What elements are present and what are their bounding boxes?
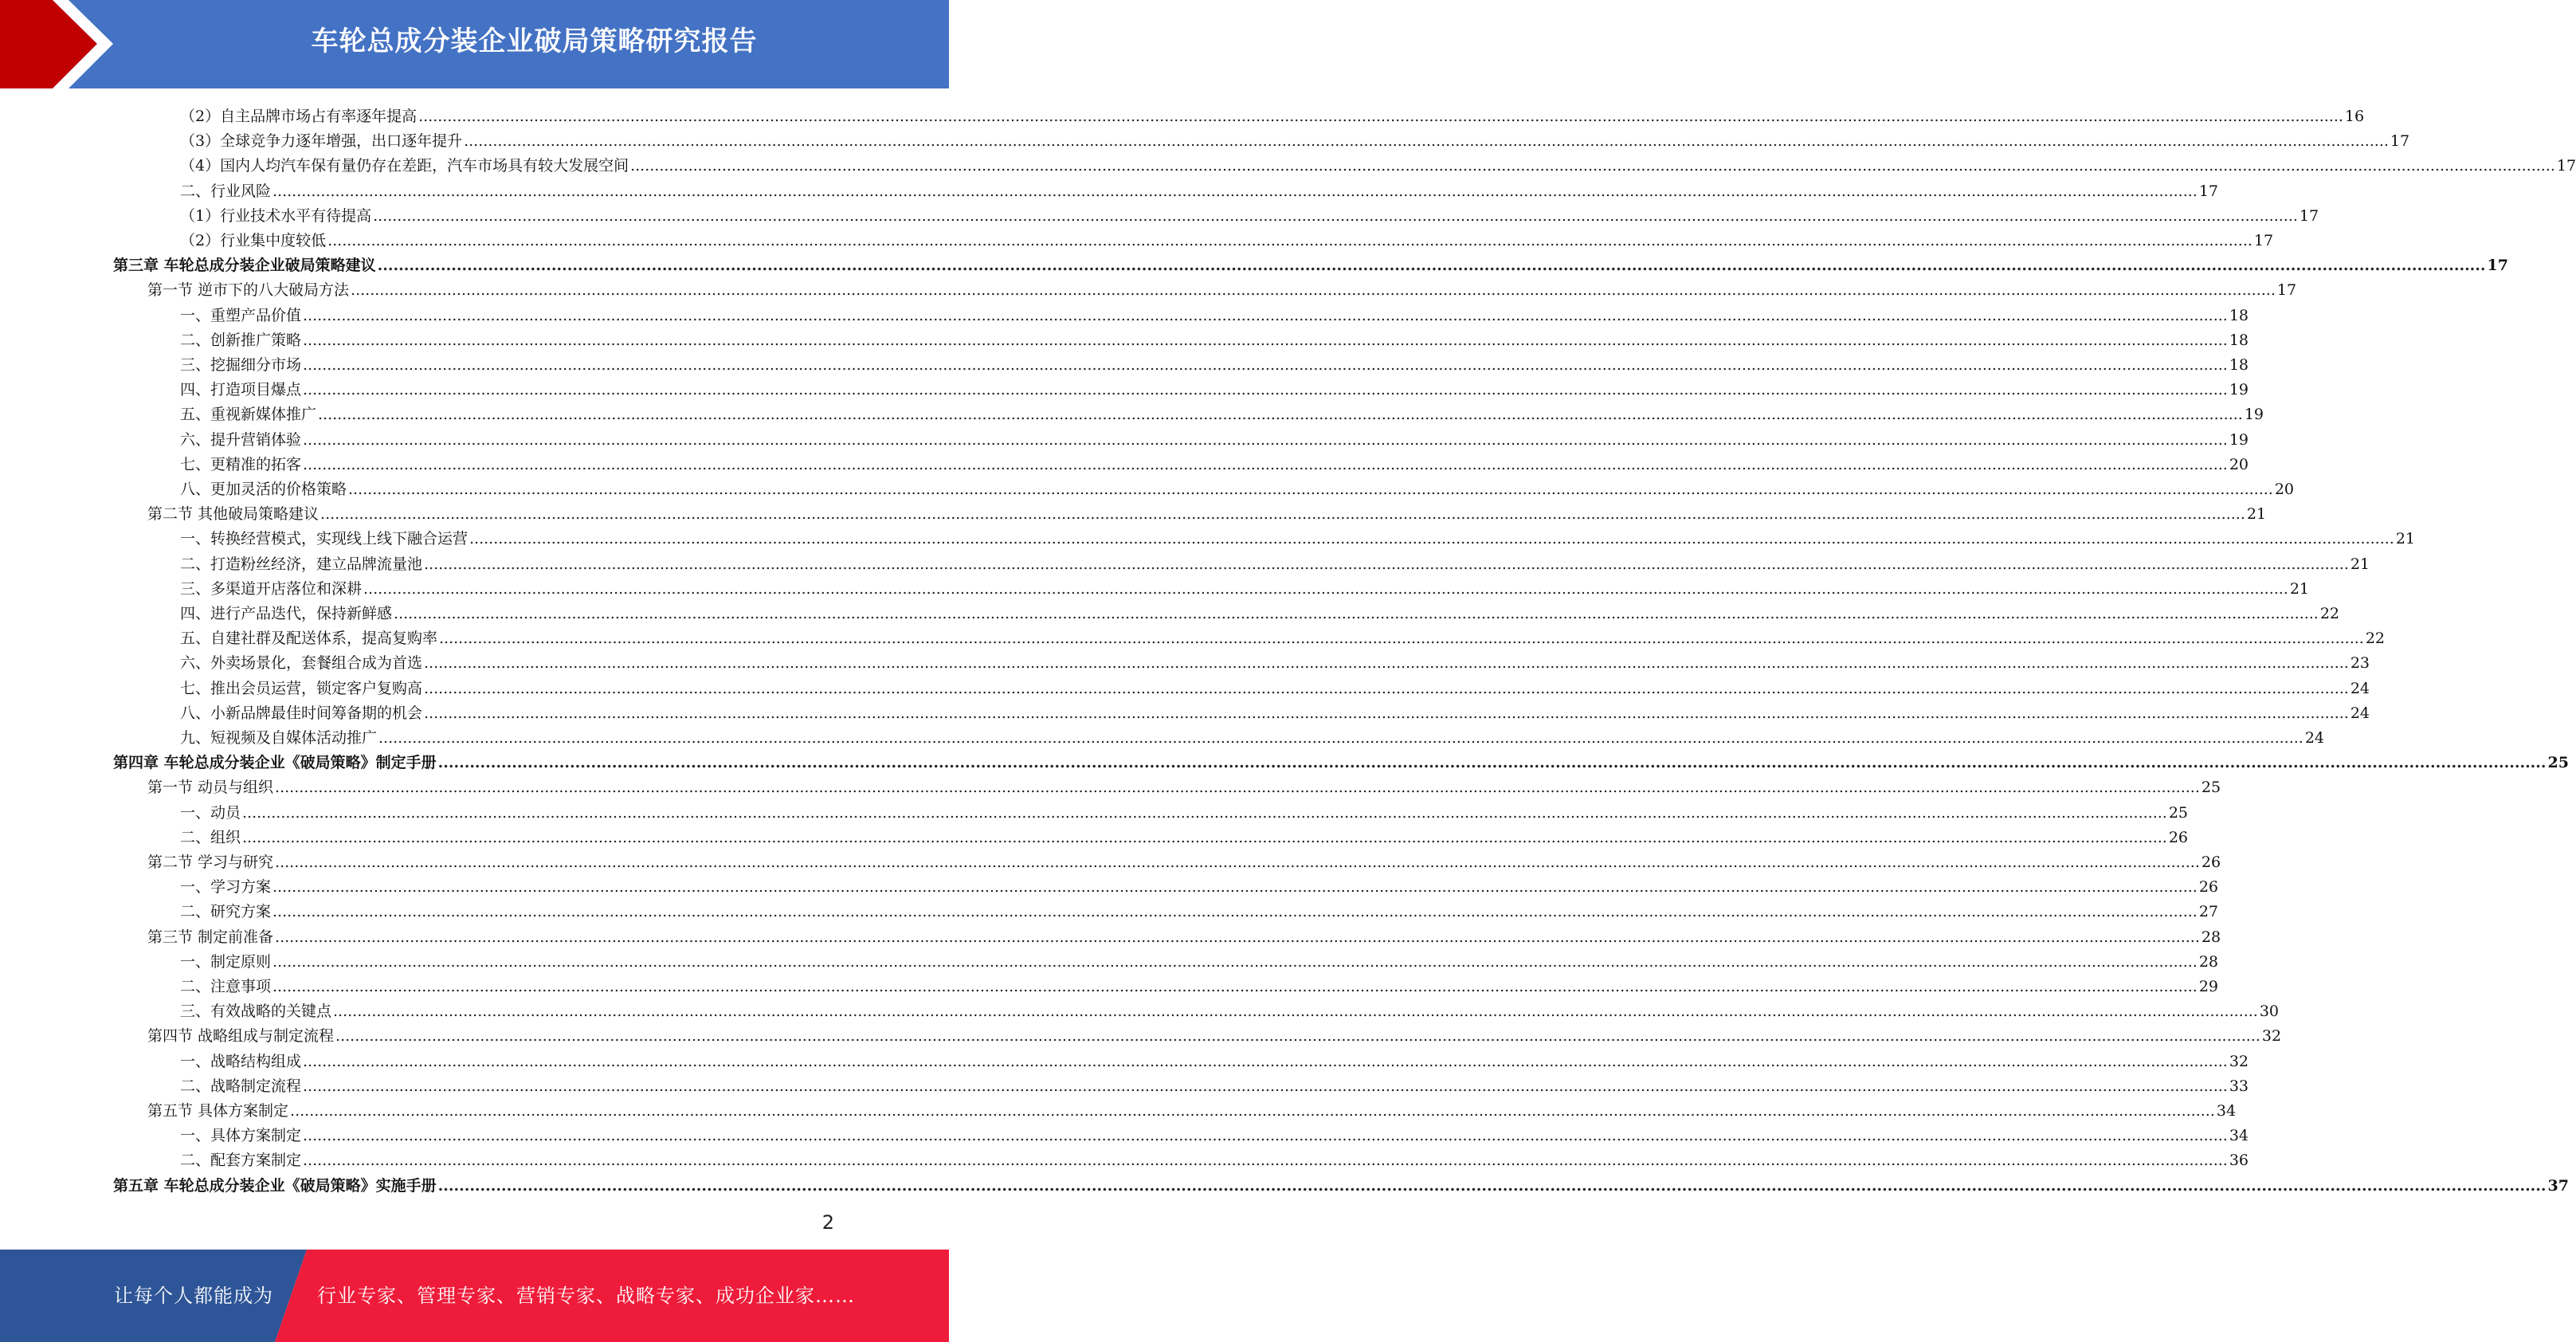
toc-entry-title: 六、提升营销体验 xyxy=(180,430,302,449)
toc-dot-leader: ................................................................................................................................................................................................................................................................................................................................................................................................................ xyxy=(377,257,2486,275)
toc-dot-leader: ................................................................................................................................................................................................................................................................................................................................................................................................................ xyxy=(272,952,2198,971)
toc-entry-page: 32 xyxy=(2261,1027,2282,1046)
toc-entry-page: 18 xyxy=(2229,331,2249,349)
toc-entry-page: 17 xyxy=(2390,132,2410,151)
toc-entry[interactable] xyxy=(147,275,2297,300)
toc-entry-title: 六、外卖场景化，套餐组合成为首选 xyxy=(180,654,423,673)
toc-dot-leader: ................................................................................................................................................................................................................................................................................................................................................................................................................ xyxy=(373,206,2298,225)
toc-dot-leader: ................................................................................................................................................................................................................................................................................................................................................................................................................ xyxy=(424,654,2349,673)
toc-dot-leader: ................................................................................................................................................................................................................................................................................................................................................................................................................ xyxy=(424,679,2349,697)
toc-dot-leader: ................................................................................................................................................................................................................................................................................................................................................................................................................ xyxy=(275,853,2200,871)
toc-entry[interactable] xyxy=(180,399,2264,424)
toc-entry-page: 29 xyxy=(2198,978,2219,995)
page-number: 2 xyxy=(821,1211,834,1234)
toc-entry[interactable] xyxy=(147,922,2221,947)
toc-entry-page: 21 xyxy=(2350,555,2370,573)
toc-entry-title: 二、打造粉丝经济，建立品牌流量池 xyxy=(180,555,423,573)
toc-entry[interactable] xyxy=(180,947,2219,971)
toc-entry-page: 17 xyxy=(2253,232,2274,249)
toc-dot-leader: ................................................................................................................................................................................................................................................................................................................................................................................................................ xyxy=(303,306,2228,324)
toc-entry[interactable] xyxy=(180,971,2219,996)
toc-entry-page: 18 xyxy=(2229,306,2249,324)
toc-dot-leader: ................................................................................................................................................................................................................................................................................................................................................................................................................ xyxy=(318,406,2243,424)
toc-dot-leader: ................................................................................................................................................................................................................................................................................................................................................................................................................ xyxy=(394,605,2319,622)
toc-entry-page: 33 xyxy=(2229,1077,2249,1095)
toc-entry-page: 37 xyxy=(2547,1176,2569,1195)
toc-entry-page: 27 xyxy=(2198,903,2219,921)
toc-entry-title: 八、小新品牌最佳时间筹备期的机会 xyxy=(180,704,423,722)
toc-dot-leader: ................................................................................................................................................................................................................................................................................................................................................................................................................ xyxy=(303,1152,2228,1170)
toc-dot-leader: ................................................................................................................................................................................................................................................................................................................................................................................................................ xyxy=(464,132,2389,151)
toc-entry[interactable] xyxy=(180,176,2219,201)
toc-dot-leader: ................................................................................................................................................................................................................................................................................................................................................................................................................ xyxy=(424,555,2349,573)
toc-entry-title: 四、打造项目爆点 xyxy=(180,381,302,399)
toc-entry-page: 17 xyxy=(2556,157,2576,175)
toc-entry-title: （4）国内人均汽车保有量仍存在差距，汽车市场具有较大发展空间 xyxy=(180,157,629,175)
toc-entry-page: 24 xyxy=(2350,704,2370,722)
toc-entry[interactable] xyxy=(180,648,2370,673)
toc-entry-page: 28 xyxy=(2201,928,2221,946)
toc-entry[interactable] xyxy=(180,375,2249,399)
toc-entry[interactable] xyxy=(180,226,2274,250)
toc-entry[interactable] xyxy=(180,872,2219,897)
toc-entry[interactable] xyxy=(147,1021,2282,1046)
toc-dot-leader: ................................................................................................................................................................................................................................................................................................................................................................................................................ xyxy=(437,754,2547,772)
toc-dot-leader: ................................................................................................................................................................................................................................................................................................................................................................................................................ xyxy=(290,1102,2215,1120)
toc-entry[interactable] xyxy=(180,1046,2249,1071)
toc-entry-title: 第五节 具体方案制定 xyxy=(147,1102,289,1120)
toc-entry-title: 一、具体方案制定 xyxy=(180,1127,302,1145)
toc-entry-title: 第一节 逆市下的八大破局方法 xyxy=(147,281,350,300)
toc-entry-title: 第二节 学习与研究 xyxy=(147,853,274,871)
toc-dot-leader: ................................................................................................................................................................................................................................................................................................................................................................................................................ xyxy=(275,779,2200,797)
toc-entry[interactable] xyxy=(113,748,2569,772)
toc-entry-title: 第三章 车轮总成分装企业破局策略建议 xyxy=(113,257,376,275)
toc-entry-page: 32 xyxy=(2229,1052,2249,1070)
toc-dot-leader: ................................................................................................................................................................................................................................................................................................................................................................................................................ xyxy=(303,1077,2228,1095)
toc-entry-page: 17 xyxy=(2487,257,2508,275)
toc-entry-title: 四、进行产品迭代，保持新鲜感 xyxy=(180,605,393,622)
toc-entry-page: 19 xyxy=(2229,381,2249,399)
toc-dot-leader: ................................................................................................................................................................................................................................................................................................................................................................................................................ xyxy=(424,704,2349,722)
toc-entry-page: 28 xyxy=(2198,952,2219,971)
toc-entry-page: 18 xyxy=(2229,356,2249,374)
toc-entry[interactable] xyxy=(180,524,2416,548)
toc-entry-page: 22 xyxy=(2319,605,2340,622)
page-header xyxy=(0,0,949,88)
toc-entry-page: 21 xyxy=(2395,530,2416,548)
toc-entry[interactable] xyxy=(147,772,2221,797)
toc-entry-page: 26 xyxy=(2198,878,2219,897)
toc-entry-title: 一、制定原则 xyxy=(180,952,272,971)
toc-entry[interactable] xyxy=(180,1071,2249,1096)
toc-entry-title: 二、组织 xyxy=(180,828,241,846)
toc-entry-title: 第二节 其他破局策略建议 xyxy=(147,505,320,524)
toc-entry-title: 第四章 车轮总成分装企业《破局策略》制定手册 xyxy=(113,754,437,772)
toc-dot-leader: ................................................................................................................................................................................................................................................................................................................................................................................................................ xyxy=(272,182,2198,200)
toc-entry-title: 一、重塑产品价值 xyxy=(180,306,302,324)
toc-entry-page: 25 xyxy=(2547,754,2569,772)
toc-entry[interactable] xyxy=(180,723,2325,748)
toc-entry[interactable] xyxy=(180,126,2410,151)
toc-entry[interactable] xyxy=(180,449,2249,474)
toc-entry[interactable] xyxy=(147,1096,2237,1120)
toc-entry[interactable] xyxy=(113,250,2508,275)
toc-entry[interactable] xyxy=(180,325,2249,350)
toc-entry-title: 三、挖掘细分市场 xyxy=(180,356,302,374)
toc-entry-title: 一、动员 xyxy=(180,803,241,822)
toc-entry-page: 26 xyxy=(2201,853,2221,871)
toc-entry[interactable] xyxy=(147,847,2221,872)
toc-entry-title: 一、战略结构组成 xyxy=(180,1052,302,1070)
toc-dot-leader: ................................................................................................................................................................................................................................................................................................................................................................................................................ xyxy=(303,331,2228,349)
toc-entry-title: 五、自建社群及配送体系，提高复购率 xyxy=(180,630,438,648)
toc-entry-page: 21 xyxy=(2289,579,2310,598)
toc-entry-page: 20 xyxy=(2229,455,2249,473)
toc-entry-title: 第五章 车轮总成分装企业《破局策略》实施手册 xyxy=(113,1176,437,1195)
toc-entry-title: 八、更加灵活的价格策略 xyxy=(180,481,347,498)
toc-dot-leader: ................................................................................................................................................................................................................................................................................................................................................................................................................ xyxy=(439,630,2364,648)
toc-entry[interactable] xyxy=(180,101,2365,126)
toc-entry[interactable] xyxy=(180,1145,2249,1170)
toc-dot-leader: ................................................................................................................................................................................................................................................................................................................................................................................................................ xyxy=(272,878,2198,897)
toc-entry-title: 第一节 动员与组织 xyxy=(147,779,274,797)
toc-dot-leader: ................................................................................................................................................................................................................................................................................................................................................................................................................ xyxy=(242,828,2167,846)
toc-entry-page: 19 xyxy=(2244,406,2264,424)
toc-entry-page: 26 xyxy=(2168,828,2189,846)
toc-dot-leader: ................................................................................................................................................................................................................................................................................................................................................................................................................ xyxy=(303,455,2228,473)
toc-entry[interactable] xyxy=(180,574,2310,598)
toc-entry-page: 34 xyxy=(2229,1127,2249,1145)
toc-dot-leader: ................................................................................................................................................................................................................................................................................................................................................................................................................ xyxy=(348,481,2273,498)
header-chevron-logo xyxy=(0,0,127,88)
toc-entry-title: 二、配套方案制定 xyxy=(180,1152,302,1170)
toc-dot-leader: ................................................................................................................................................................................................................................................................................................................................................................................................................ xyxy=(242,803,2167,822)
toc-entry[interactable] xyxy=(180,425,2249,449)
toc-dot-leader: ................................................................................................................................................................................................................................................................................................................................................................................................................ xyxy=(335,1027,2260,1046)
toc-entry[interactable] xyxy=(180,822,2189,847)
toc-dot-leader: ................................................................................................................................................................................................................................................................................................................................................................................................................ xyxy=(333,1003,2258,1021)
toc-entry-title: 二、研究方案 xyxy=(180,903,272,921)
toc-entry[interactable] xyxy=(180,996,2280,1021)
toc-entry-title: 第四节 战略组成与制定流程 xyxy=(147,1027,335,1046)
toc-entry-title: （2）行业集中度较低 xyxy=(180,232,327,249)
toc-entry[interactable] xyxy=(180,474,2295,499)
toc-entry-page: 21 xyxy=(2246,505,2267,524)
toc-entry[interactable] xyxy=(180,1120,2249,1145)
toc-entry-title: 一、学习方案 xyxy=(180,878,272,897)
toc-entry-title: 五、重视新媒体推广 xyxy=(180,406,317,424)
toc-dot-leader: ................................................................................................................................................................................................................................................................................................................................................................................................................ xyxy=(272,903,2198,921)
toc-entry-title: 第三节 制定前准备 xyxy=(147,928,274,946)
toc-dot-leader: ................................................................................................................................................................................................................................................................................................................................................................................................................ xyxy=(320,505,2245,524)
toc-entry-title: 二、注意事项 xyxy=(180,978,272,995)
toc-entry-title: 三、多渠道开店落位和深耕 xyxy=(180,579,363,598)
toc-dot-leader: ................................................................................................................................................................................................................................................................................................................................................................................................................ xyxy=(418,108,2343,125)
toc-entry-title: 七、推出会员运营，锁定客户复购高 xyxy=(180,679,423,697)
toc-entry-page: 36 xyxy=(2229,1152,2249,1170)
toc-entry[interactable] xyxy=(180,673,2370,698)
toc-entry-page: 17 xyxy=(2299,206,2319,225)
toc-entry-page: 24 xyxy=(2304,729,2325,747)
toc-entry-title: 二、战略制定流程 xyxy=(180,1077,302,1095)
toc-entry-title: 九、短视频及自媒体活动推广 xyxy=(180,729,378,747)
toc-dot-leader: ................................................................................................................................................................................................................................................................................................................................................................................................................ xyxy=(363,579,2288,598)
toc-entry[interactable] xyxy=(180,623,2386,648)
toc-entry[interactable] xyxy=(180,151,2576,175)
toc-entry-page: 24 xyxy=(2350,679,2370,697)
toc-dot-leader: ................................................................................................................................................................................................................................................................................................................................................................................................................ xyxy=(303,381,2228,399)
toc-dot-leader: ................................................................................................................................................................................................................................................................................................................................................................................................................ xyxy=(272,978,2198,995)
toc-entry-page: 25 xyxy=(2168,803,2189,822)
toc-entry[interactable] xyxy=(180,201,2319,226)
toc-entry-page: 34 xyxy=(2216,1102,2237,1120)
toc-entry-title: 二、行业风险 xyxy=(180,182,272,200)
toc-entry-title: （2）自主品牌市场占有率逐年提高 xyxy=(180,108,418,125)
toc-dot-leader: ................................................................................................................................................................................................................................................................................................................................................................................................................ xyxy=(303,1052,2228,1070)
toc-entry-page: 17 xyxy=(2198,182,2219,200)
toc-dot-leader: ................................................................................................................................................................................................................................................................................................................................................................................................................ xyxy=(327,232,2253,249)
toc-entry-page: 17 xyxy=(2276,281,2297,300)
toc-entry[interactable] xyxy=(180,549,2370,574)
toc-entry-title: 七、更精准的拓客 xyxy=(180,455,302,473)
toc-dot-leader: ................................................................................................................................................................................................................................................................................................................................................................................................................ xyxy=(351,281,2276,300)
toc-dot-leader: ................................................................................................................................................................................................................................................................................................................................................................................................................ xyxy=(630,157,2555,175)
page-footer xyxy=(0,1250,949,1342)
document-title: 车轮总成分装企业破局策略研究报告 xyxy=(311,26,758,57)
toc-entry[interactable] xyxy=(180,698,2370,723)
toc-entry-page: 16 xyxy=(2344,108,2365,125)
toc-entry[interactable] xyxy=(180,798,2189,822)
toc-entry-title: 二、创新推广策略 xyxy=(180,331,302,349)
toc-entry-title: 三、有效战略的关键点 xyxy=(180,1003,332,1021)
toc-entry[interactable] xyxy=(180,598,2340,623)
toc-entry[interactable] xyxy=(180,350,2249,375)
toc-dot-leader: ................................................................................................................................................................................................................................................................................................................................................................................................................ xyxy=(437,1176,2547,1195)
toc-entry-page: 20 xyxy=(2274,481,2295,498)
toc-entry-page: 19 xyxy=(2229,430,2249,449)
toc-entry-page: 23 xyxy=(2350,654,2370,673)
toc-entry-title: （1）行业技术水平有待提高 xyxy=(180,206,372,225)
toc-dot-leader: ................................................................................................................................................................................................................................................................................................................................................................................................................ xyxy=(303,1127,2228,1145)
footer-slogan-right: 行业专家、管理专家、营销专家、战略专家、成功企业家…… xyxy=(317,1285,855,1307)
toc-entry-page: 22 xyxy=(2365,630,2386,648)
toc-entry-title: （3）全球竞争力逐年增强，出口逐年提升 xyxy=(180,132,463,151)
toc-dot-leader: ................................................................................................................................................................................................................................................................................................................................................................................................................ xyxy=(469,530,2394,548)
toc-entry-page: 30 xyxy=(2259,1003,2280,1021)
toc-entry[interactable] xyxy=(147,499,2267,524)
toc-entry[interactable] xyxy=(180,300,2249,325)
toc-dot-leader: ................................................................................................................................................................................................................................................................................................................................................................................................................ xyxy=(303,430,2228,449)
toc-dot-leader: ................................................................................................................................................................................................................................................................................................................................................................................................................ xyxy=(303,356,2228,374)
toc-entry[interactable] xyxy=(180,897,2219,921)
toc-entry[interactable] xyxy=(113,1171,2569,1195)
toc-dot-leader: ................................................................................................................................................................................................................................................................................................................................................................................................................ xyxy=(275,928,2200,946)
footer-slogan-left: 让每个人都能成为 xyxy=(114,1285,273,1307)
toc-entry-title: 一、转换经营模式，实现线上线下融合运营 xyxy=(180,530,469,548)
toc-dot-leader: ................................................................................................................................................................................................................................................................................................................................................................................................................ xyxy=(378,729,2304,747)
toc-entry-page: 25 xyxy=(2201,779,2221,797)
